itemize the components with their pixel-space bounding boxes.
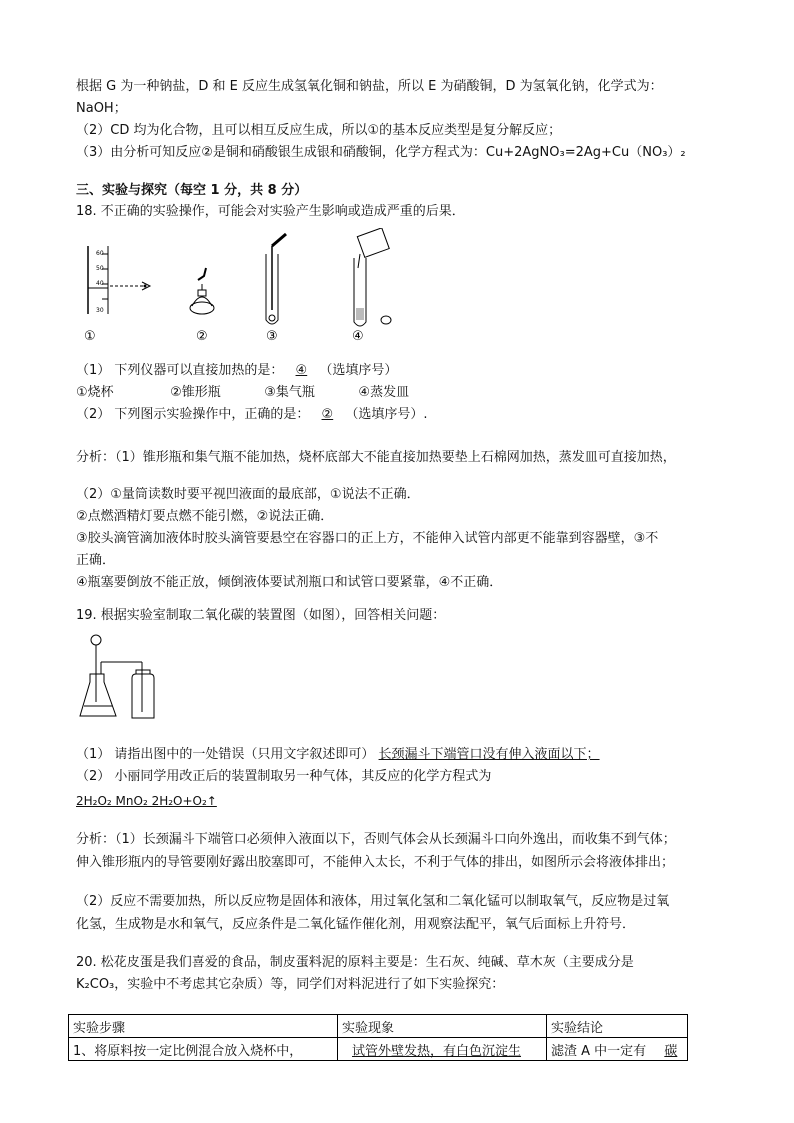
lab-operations-figure — [76, 228, 406, 346]
scale-tick: 60 — [96, 250, 104, 257]
question-stem: 18. 不正确的实验操作，可能会对实验产生影响或造成严重的后果． — [76, 204, 465, 219]
paragraph-line: （2）CD 均为化合物，且可以相互反应生成，所以①的基本反应类型是复分解反应； — [76, 123, 562, 138]
table-header-cell: 实验步骤 — [69, 1015, 338, 1038]
figure-label: ① — [84, 329, 96, 344]
paragraph-line: 根据 G 为一种钠盐，D 和 E 反应生成氢氧化铜和钠盐，所以 E 为硝酸铜，D 为氢氧化钠，化学式为： — [76, 79, 663, 94]
analysis-line: 伸入锥形瓶内的导管要刚好露出胶塞即可，不能伸入太长，不利于气体的排出，如图所示会将液体排出； — [76, 855, 675, 870]
scale-tick: 40 — [96, 280, 104, 287]
sub-question-suffix: （选填序号）. — [345, 407, 428, 422]
paragraph-line: NaOH； — [76, 101, 127, 116]
answer-blank: ④ — [295, 363, 308, 378]
chemical-equation: 2H₂O₂ MnO₂ 2H₂O+O₂↑ — [76, 794, 217, 808]
table-cell: 1、将原料按一定比例混合放入烧杯中， — [69, 1038, 338, 1061]
option-item: ②锥形瓶 — [170, 385, 221, 400]
table-cell — [547, 1038, 688, 1061]
question-line — [76, 362, 397, 380]
figure-label: ③ — [266, 329, 278, 344]
analysis-line: （2）①量筒读数时要平视凹液面的最底部，①说法不正确． — [76, 487, 420, 502]
option-item: ④蒸发皿 — [358, 385, 410, 400]
answer-blank: 长颈漏斗下端管口没有伸入液面以下； — [378, 747, 600, 762]
paragraph-line: （3）由分析可知反应②是铜和硝酸银生成银和硝酸铜，化学方程式为：Cu+2AgNO₃=2Ag+Cu（NO₃）₂ — [76, 145, 686, 160]
question-stem: 20. 松花皮蛋是我们喜爱的食品，制皮蛋料泥的原料主要是：生石灰、纯碱、草木灰（主要成分是 — [76, 955, 634, 970]
apparatus-drawing — [80, 635, 154, 718]
alcohol-lamp-drawing — [190, 268, 214, 314]
analysis-line: （2）反应不需要加热，所以反应物是固体和液体，用过氧化氢和二氧化锰可以制取氧气，反应物是过氧 — [76, 894, 670, 909]
question-stem: K₂CO₃，实验中不考虑其它杂质）等，同学们对料泥进行了如下实验探究： — [76, 977, 505, 992]
sub-question-suffix: （选填序号） — [319, 363, 398, 378]
analysis-line: 化氢，生成物是水和氧气，反应条件是二氧化锰作催化剂，用观察法配平，氧气后面标上升符号． — [76, 917, 636, 932]
experiment-table — [68, 1014, 688, 1061]
answer-blank: ② — [321, 407, 334, 422]
answer-blank: 碳 — [664, 1043, 678, 1059]
pouring-liquid-drawing — [354, 228, 391, 326]
co2-apparatus-figure — [76, 632, 176, 726]
analysis-line: ④瓶塞要倒放不能正放，倾倒液体要试剂瓶口和试管口要紧靠，④不正确． — [76, 575, 503, 590]
table-header-row — [69, 1015, 688, 1038]
table-header-cell: 实验现象 — [338, 1015, 547, 1038]
option-item: ①烧杯 — [76, 385, 114, 400]
question-line — [76, 406, 427, 424]
table-row — [69, 1038, 688, 1061]
table-cell — [338, 1038, 547, 1061]
question-line — [76, 746, 600, 764]
analysis-line: ②点燃酒精灯要点燃不能引燃，②说法正确． — [76, 509, 334, 524]
sub-question-text: （1） 下列仪器可以直接加热的是： — [76, 363, 284, 378]
analysis-line: 分析：（1）锥形瓶和集气瓶不能加热，烧杯底部大不能直接加热要垫上石棉网加热，蒸发皿可直接加热， — [76, 450, 676, 465]
cell-text: 滤渣 A 中一定有 — [551, 1043, 647, 1059]
analysis-line: ③胶头滴管滴加液体时胶头滴管要悬空在容器口的正上方，不能伸入试管内部更不能靠到容器壁，③不 — [76, 531, 659, 546]
figure-label: ④ — [352, 329, 364, 344]
sub-question-text: （1） 请指出图中的一处错误（只用文字叙述即可） — [76, 747, 375, 762]
scale-tick: 50 — [96, 265, 104, 272]
sub-question-text: （2） 小丽同学用改正后的装置制取另一种气体，其反应的化学方程式为 — [76, 769, 492, 784]
question-stem: 19. 根据实验室制取二氧化碳的装置图（如图），回答相关问题： — [76, 608, 446, 623]
options-row — [76, 384, 448, 402]
scale-tick: 30 — [96, 307, 104, 314]
section-title: 三、实验与探究（每空 1 分，共 8 分） — [76, 183, 308, 198]
table-header-cell: 实验结论 — [547, 1015, 688, 1038]
analysis-line: 分析：（1）长颈漏斗下端管口必须伸入液面以下，否则气体会从长颈漏斗口向外逸出，而收集不到气体； — [76, 832, 676, 847]
analysis-line: 正确． — [76, 553, 116, 568]
sub-question-text: （2） 下列图示实验操作中，正确的是： — [76, 407, 310, 422]
option-item: ③集气瓶 — [264, 385, 315, 400]
answer-blank: 试管外壁发热，有白色沉淀生 — [352, 1043, 522, 1059]
figure-label: ② — [196, 329, 208, 344]
dropper-test-tube-drawing — [266, 234, 286, 324]
